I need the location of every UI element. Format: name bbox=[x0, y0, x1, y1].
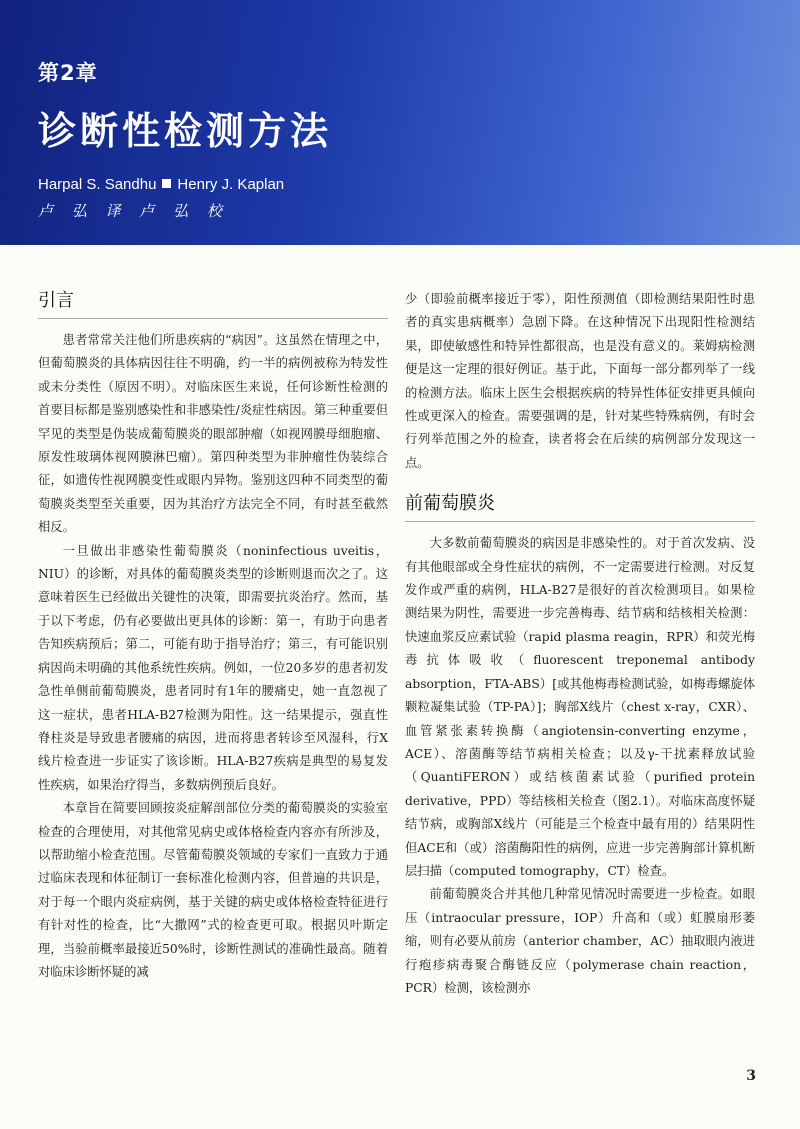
paragraph-continued: 少（即验前概率接近于零），阳性预测值（即检测结果阳性时患者的真实患病概率）急剧下降。在这种情况下出现阳性检测结果，即使敏感性和特异性都很高，也是没有意义的。莱姆病检测便是这一定理的很好例证。基于此，下面每一部分都列举了一线的检测方法。临床上医生会根据疾病的特异性体征安排更具倾向性或更深入的检查。需要强调的是，针对某些特殊病例，有时会行列举范围之外的检查，读者将会在后续的病例部分发现这一点。 bbox=[405, 292, 755, 470]
paragraph: 前葡萄膜炎合并其他几种常见情况时需要进一步检查。如眼压（intraocular pressure，IOP）升高和（或）虹膜扇形萎缩，则有必要从前房（anterior chamber，AC）抽取眼内液进行疱疹病毒聚合酶链反应（polymerase chain reaction，PCR）检测，该检测亦 bbox=[405, 887, 755, 995]
page-number: 3 bbox=[746, 1068, 756, 1084]
chapter-banner bbox=[0, 0, 800, 245]
author-2: Henry J. Kaplan bbox=[177, 176, 285, 193]
section-divider bbox=[405, 521, 755, 522]
paragraph: 患者常常关注他们所患疾病的“病因”。这虽然在情理之中，但葡萄膜炎的具体病因往往不明确，约一半的病例被称为特发性或未分类性（原因不明）。对临床医生来说，任何诊断性检测的首要目标都是鉴别感染性和非感染性/炎症性病因。第三种重要但罕见的类型是伪装成葡萄膜炎的眼部肿瘤（如视网膜母细胞瘤、原发性玻璃体视网膜淋巴瘤）。第四种类型为非肿瘤性伪装综合征，如遗传性视网膜变性或眼内异物。鉴别这四种不同类型的葡萄膜炎类型至关重要，因为其治疗方法完全不同，有时甚至截然相反。 bbox=[38, 333, 388, 535]
chapter-label: 第2章 bbox=[38, 61, 98, 85]
paragraph: 大多数前葡萄膜炎的病因是非感染性的。对于首次发病、没有其他眼部或全身性症状的病例，不一定需要进行检测。对反复发作或严重的病例，HLA-B27是很好的首次检测项目。如果检测结果为阴性，需要进一步完善梅毒、结节病和结核相关检测：快速血浆反应素试验（rapid plasma reagin，RPR）和荧光梅毒抗体吸收（fluorescent treponemal antibody absorption，FTA-ABS）[或其他梅毒检测试验，如梅毒螺旋体颗粒凝集试验（TP-PA）]；胸部X线片（chest x-ray，CXR）、血管紧张素转换酶（angiotensin-converting enzyme，ACE）、溶菌酶等结节病相关检查；以及γ-干扰素释放试验（QuantiFERON）或结核菌素试验（purified protein derivative，PPD）等结核相关检查（图2.1）。对临床高度怀疑结节病，或胸部X线片（可能是三个检查中最有用的）结果阴性但ACE和（或）溶菌酶阳性的病例，应进一步完善胸部计算机断层扫描（computed tomography，CT）检查。 bbox=[405, 536, 755, 878]
author-1: Harpal S. Sandhu bbox=[38, 176, 157, 193]
left-column bbox=[38, 280, 388, 984]
right-column bbox=[405, 288, 755, 1000]
translator-credit: 卢 弘 译 卢 弘 校 bbox=[38, 202, 229, 220]
separator-square-icon bbox=[162, 179, 171, 188]
chapter-title: 诊断性检测方法 bbox=[38, 109, 333, 153]
authors bbox=[38, 176, 284, 193]
paragraph: 本章旨在简要回顾按炎症解剖部位分类的葡萄膜炎的实验室检查的合理使用，对其他常见病史或体格检查内容亦有所涉及，以帮助缩小检查范围。尽管葡萄膜炎领域的专家们一直致力于通过临床表现和体征制订一套标准化检测内容，但普遍的共识是，对于每一个眼内炎症病例，基于关键的病史或体格检查特征进行有针对性的检查，比“大撒网”式的检查更可取。根据贝叶斯定理，当验前概率最接近50%时，诊断性测试的准确性最高。随着对临床诊断怀疑的减 bbox=[38, 801, 388, 979]
section-divider bbox=[38, 318, 388, 319]
section-heading-anterior-uveitis: 前葡萄膜炎 bbox=[405, 493, 495, 515]
paragraph: 一旦做出非感染性葡萄膜炎（noninfectious uveitis，NIU）的诊断，对具体的葡萄膜炎类型的诊断则退而次之了。这意味着医生已经做出关键性的决策，即需要抗炎治疗。然而，基于以下考虑，仍有必要做出更具体的诊断：第一，有助于向患者告知疾病预后；第二，可能有助于指导治疗；第三，有可能识别病因尚未明确的其他系统性疾病。例如，一位20多岁的患者初发急性单侧前葡萄膜炎，患者同时有1年的腰痛史，她一直忽视了这一症状，患者HLA-B27检测为阳性。这一结果提示，强直性脊柱炎是导致患者腰痛的病因，进而将患者转诊至风湿科，行X线片检查进一步证实了该诊断。HLA-B27疾病是典型的易复发性疾病，如果治疗得当，多数病例预后良好。 bbox=[38, 543, 388, 792]
section-heading-introduction: 引言 bbox=[38, 290, 74, 311]
